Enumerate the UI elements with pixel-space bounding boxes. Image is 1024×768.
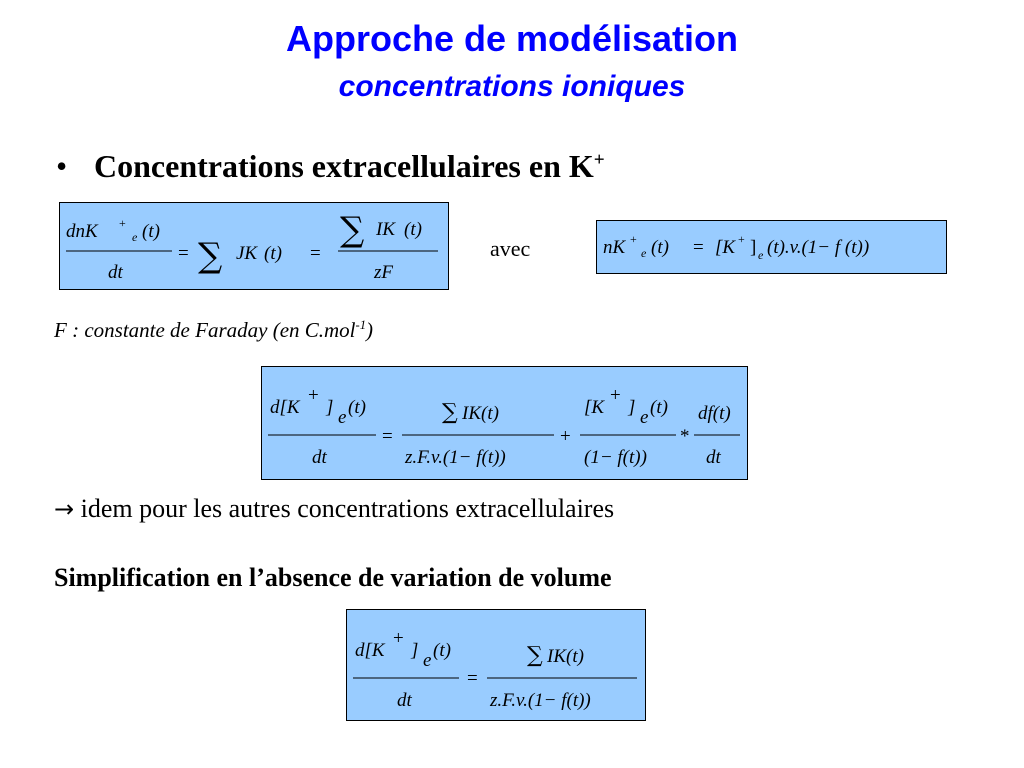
eq3-t1-num: d[K <box>270 397 300 418</box>
idem-text: idem pour les autres concentrations extracellulaires <box>80 494 615 523</box>
eq3-sum-sign: ∑ <box>442 400 458 425</box>
eq3-t3-arg: (t) <box>650 397 668 418</box>
slide-title: Approche de modélisation <box>285 18 739 59</box>
eq1-lhs-sup: + <box>119 216 126 230</box>
eq1-rhs-num: IK <box>376 219 395 240</box>
eq4-equals: = <box>467 668 478 689</box>
eq2-bracket-open: [K <box>715 237 736 258</box>
eq1-sum-sign-2: ∑ <box>340 210 365 250</box>
eq1-rhs-den: zF <box>374 262 393 283</box>
bullet-marker: • <box>56 148 68 184</box>
eq4-rhs-den: z.F.v.(1− f(t)) <box>490 690 591 711</box>
faraday-note <box>54 318 373 343</box>
right-arrow-icon: → <box>54 495 75 523</box>
eq3-t4-den: dt <box>706 447 721 468</box>
eq3-t1-sub: e <box>338 407 347 428</box>
idem-line <box>54 494 614 524</box>
eq3-t2-den: z.F.v.(1− f(t)) <box>405 447 506 468</box>
eq2-arg: (t) <box>651 237 669 258</box>
eq4-close: ] <box>411 640 419 661</box>
eq3-t1-close: ] <box>326 397 334 418</box>
eq3-t1-den: dt <box>312 447 327 468</box>
eq3-equals: = <box>382 426 393 447</box>
eq2-equals: = <box>693 237 704 258</box>
eq4-rhs-num: IK(t) <box>547 646 584 667</box>
eq1-lhs-sub: e <box>132 230 138 244</box>
eq1-rhs-arg: (t) <box>404 219 422 240</box>
equation-2 <box>597 221 946 273</box>
equation-4 <box>347 610 645 720</box>
eq3-times: * <box>680 426 690 447</box>
slide-subtitle: concentrations ioniques <box>338 70 686 103</box>
eq4-den: dt <box>397 690 412 711</box>
equation-box-2 <box>596 220 947 274</box>
bullet-text: Concentrations extracellulaires en K <box>94 148 594 184</box>
eq4-num: d[K <box>355 640 385 661</box>
eq2-bracket-close: ] <box>750 237 757 258</box>
eq2-sup: + <box>630 232 637 246</box>
eq1-lhs-arg: (t) <box>142 221 160 242</box>
bullet-superscript: + <box>593 149 605 171</box>
equation-box-1 <box>59 202 449 290</box>
eq3-t2-num: IK(t) <box>462 403 499 424</box>
equation-box-4 <box>346 609 646 721</box>
equation-box-3 <box>261 366 748 480</box>
eq4-sum-sign: ∑ <box>527 643 543 668</box>
eq1-equals-2: = <box>310 243 321 264</box>
eq3-t1-sup: + <box>308 385 319 406</box>
eq3-t3-close: ] <box>628 397 636 418</box>
equation-3 <box>262 367 747 479</box>
eq3-t1-arg: (t) <box>348 397 366 418</box>
eq4-sub: e <box>423 650 432 671</box>
eq2-lhs: nK <box>603 237 626 258</box>
faraday-note-sup: -1 <box>355 318 367 332</box>
eq1-lhs-den: dt <box>108 262 123 283</box>
bullet-heading <box>56 148 605 185</box>
equation-1 <box>60 203 448 289</box>
eq3-plus: + <box>560 426 571 447</box>
eq1-equals-1: = <box>178 243 189 264</box>
eq3-t3-den: (1− f(t)) <box>584 447 647 468</box>
eq1-sum-sign-1: ∑ <box>198 236 223 276</box>
eq1-middle-arg: (t) <box>264 243 282 264</box>
faraday-note-text: F : constante de Faraday (en C.mol <box>54 318 356 342</box>
simplification-heading: Simplification en l’absence de variation de volume <box>54 563 612 592</box>
eq2-rhs-tail: (t).v.(1− f (t)) <box>767 237 870 258</box>
faraday-note-close: ) <box>366 318 374 342</box>
eq3-t3-sup: + <box>610 385 621 406</box>
eq3-t4-num: df(t) <box>698 403 731 424</box>
eq3-t3-num: [K <box>584 397 605 418</box>
eq3-t3-sub: e <box>640 407 649 428</box>
eq2-bracket-sub: e <box>758 248 764 262</box>
eq4-arg: (t) <box>433 640 451 661</box>
eq2-sub: e <box>641 246 647 260</box>
eq1-lhs-num: dnK <box>66 221 98 242</box>
avec-label: avec <box>490 236 531 261</box>
eq2-bracket-sup: + <box>738 232 745 246</box>
eq4-sup: + <box>393 628 404 649</box>
eq1-middle: JK <box>236 243 258 264</box>
